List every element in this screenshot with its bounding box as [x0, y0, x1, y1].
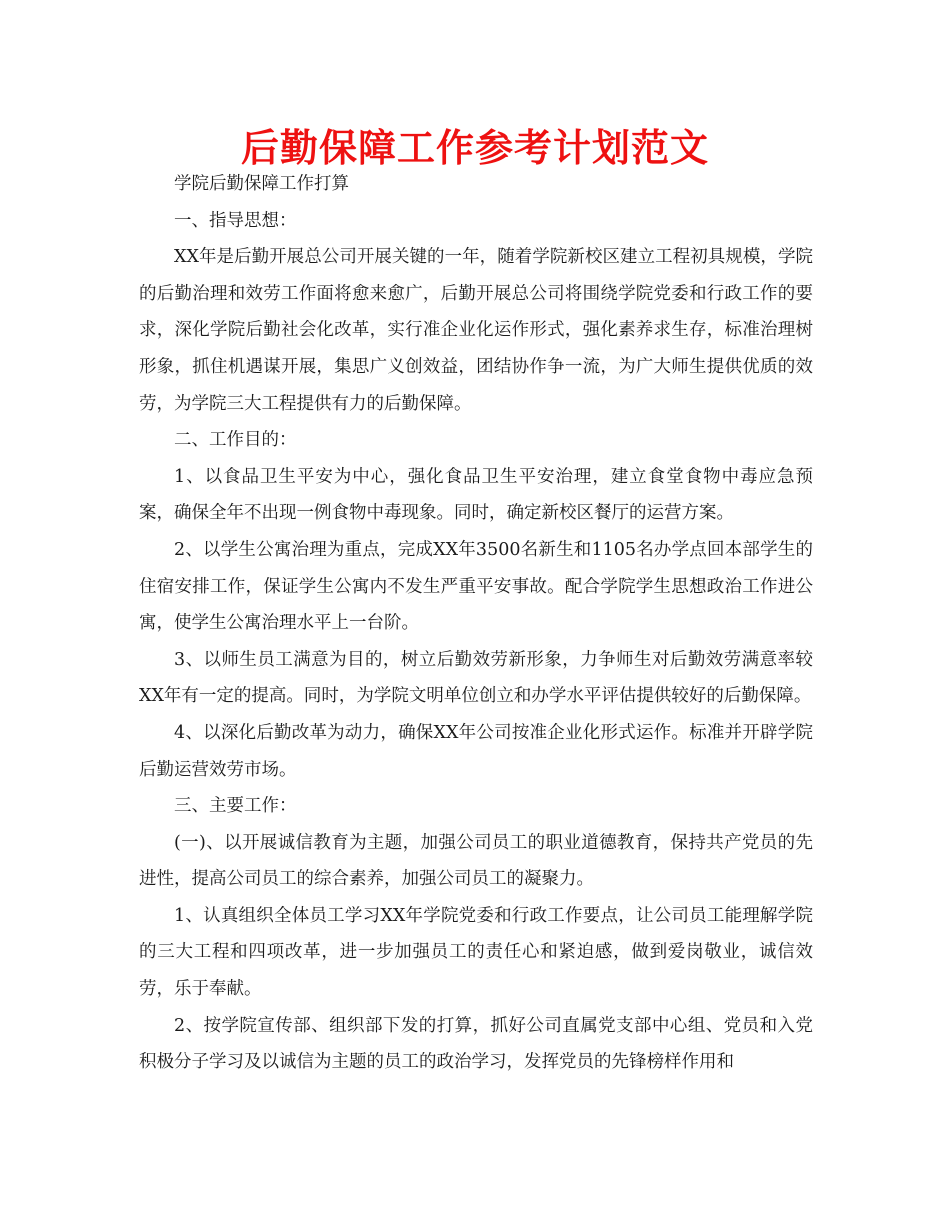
section-heading-goals: 二、工作目的：	[174, 430, 297, 451]
subtitle-paragraph: 学院后勤保障工作打算	[174, 174, 349, 194]
paragraph-goal-1: 1、以食品卫生平安为中心，强化食品卫生平安治理，建立食堂食物中毒应急预案，确保全年不出现一例食物中毒现象。同时，确定新校区餐厅的运营方案。	[139, 466, 813, 524]
paragraph-goal-4: 4、以深化后勤改革为动力，确保XX年公司按准企业化形式运作。标准并开辟学院后勤运营效劳市场。	[139, 722, 813, 780]
paragraph-main-work-intro: (一)、以开展诚信教育为主题，加强公司员工的职业道德教育，保持共产党员的先进性，提高公司员工的综合素养，加强公司员工的凝聚力。	[139, 832, 813, 890]
paragraph-guiding-thought: XX年是后勤开展总公司开展关键的一年，随着学院新校区建立工程初具规模，学院的后勤治理和效劳工作面将愈来愈广，后勤开展总公司将围绕学院党委和行政工作的要求，深化学院后勤社会化改革，实行准企业化运作形式，强化素养求生存，标准治理树形象，抓住机遇谋开展，集思广义创效益，团结协作争一流，为广大师生提供优质的效劳，为学院三大工程提供有力的后勤保障。	[139, 247, 813, 414]
section-heading-guiding-thought: 一、指导思想：	[174, 210, 297, 231]
paragraph-goal-3: 3、以师生员工满意为目的，树立后勤效劳新形象，力争师生对后勤效劳满意率较XX年有一定的提高。同时，为学院文明单位创立和办学水平评估提供较好的后勤保障。	[139, 649, 813, 707]
document-title: 后勤保障工作参考计划范文	[240, 126, 709, 170]
document-body	[139, 166, 813, 1081]
paragraph-goal-2: 2、以学生公寓治理为重点，完成XX年3500名新生和1105名办学点回本部学生的住宿安排工作，保证学生公寓内不发生严重平安事故。配合学院学生思想政治工作进公寓，使学生公寓治理水平上一台阶。	[139, 539, 813, 634]
paragraph-main-work-1: 1、认真组织全体员工学习XX年学院党委和行政工作要点，让公司员工能理解学院的三大工程和四项改革，进一步加强员工的责任心和紧迫感，做到爱岗敬业，诚信效劳，乐于奉献。	[139, 905, 813, 1000]
paragraph-main-work-2: 2、按学院宣传部、组织部下发的打算，抓好公司直属党支部中心组、党员和入党积极分子学习及以诚信为主题的员工的政治学习，发挥党员的先锋榜样作用和	[139, 1015, 813, 1073]
section-heading-main-work: 三、主要工作：	[174, 796, 297, 817]
